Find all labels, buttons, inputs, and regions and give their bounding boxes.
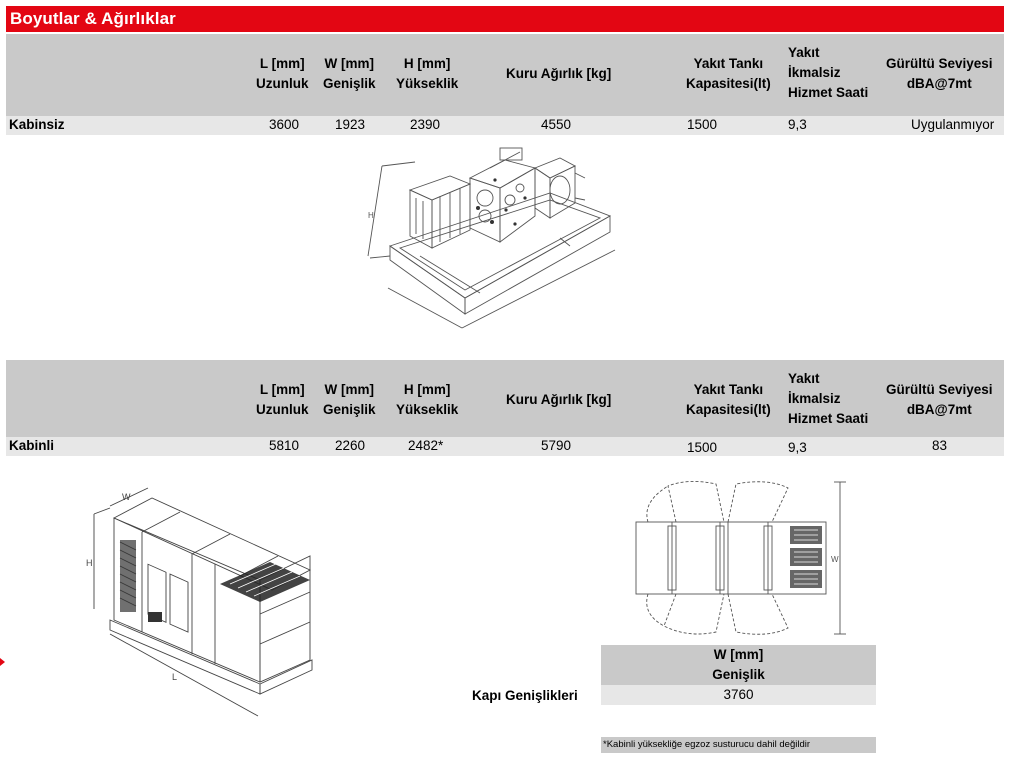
- dimension-h-label: H: [368, 211, 374, 220]
- cell-service: 9,3: [788, 440, 807, 455]
- row-label: Kabinli: [9, 438, 55, 453]
- table-header-canopy: [6, 360, 1004, 442]
- header-width: W [mm] Genişlik: [323, 382, 376, 417]
- open-generator-drawing: [360, 138, 640, 334]
- canopy-generator-drawing: [80, 484, 320, 720]
- cell-weight: 5790: [541, 438, 572, 453]
- door-opening-diagram: [628, 478, 856, 638]
- cell-width: 1923: [335, 117, 366, 132]
- cell-length: 5810: [269, 438, 300, 453]
- cell-noise: Uygulanmıyor: [911, 117, 995, 132]
- cell-length: 3600: [269, 117, 300, 132]
- door-width-value: 3760: [601, 685, 876, 705]
- header-weight: Kuru Ağırlık [kg]: [506, 392, 612, 407]
- header-length: L [mm] Uzunluk: [256, 382, 309, 417]
- table-header-open: [6, 34, 1004, 116]
- cell-width: 2260: [335, 438, 366, 453]
- table-row-canopy: [6, 437, 1004, 456]
- header-length: L [mm] Uzunluk: [256, 56, 309, 91]
- header-tank: Yakıt Tankı Kapasitesi(lt): [686, 56, 771, 91]
- footnote: *Kabinli yüksekliğe egzoz susturucu dahil değildir: [601, 737, 876, 753]
- cell-service: 9,3: [788, 117, 807, 132]
- header-noise: Gürültü Seviyesi dBA@7mt: [886, 56, 993, 91]
- door-width-header: W [mm] Genişlik: [601, 645, 876, 685]
- cell-weight: 4550: [541, 117, 572, 132]
- header-tank: Yakıt Tankı Kapasitesi(lt): [686, 382, 771, 417]
- table-row-open: [6, 116, 1004, 135]
- section-title-bar: [6, 6, 1004, 32]
- cell-height: 2390: [410, 117, 441, 132]
- header-width: W [mm] Genişlik: [323, 56, 376, 91]
- cell-noise: 83: [932, 438, 948, 453]
- dimension-w-label: W: [122, 492, 131, 502]
- dimension-w-label: W: [831, 555, 839, 564]
- red-marker-icon: [0, 658, 5, 666]
- cell-tank: 1500: [687, 117, 718, 132]
- header-service: Yakıt İkmalsiz Hizmet Saati: [788, 45, 869, 100]
- header-height: H [mm] Yükseklik: [396, 382, 459, 417]
- section-title: Boyutlar & Ağırlıklar: [10, 9, 176, 28]
- dimension-h-label: H: [86, 558, 93, 568]
- header-service: Yakıt İkmalsiz Hizmet Saati: [788, 371, 869, 426]
- header-weight: Kuru Ağırlık [kg]: [506, 66, 612, 81]
- header-height: H [mm] Yükseklik: [396, 56, 459, 91]
- cell-height: 2482*: [408, 438, 444, 453]
- row-label: Kabinsiz: [9, 117, 65, 132]
- door-width-label: Kapı Genişlikleri: [472, 688, 578, 703]
- cell-tank: 1500: [687, 440, 718, 455]
- header-noise: Gürültü Seviyesi dBA@7mt: [886, 382, 993, 417]
- dimension-l-label: L: [172, 672, 178, 682]
